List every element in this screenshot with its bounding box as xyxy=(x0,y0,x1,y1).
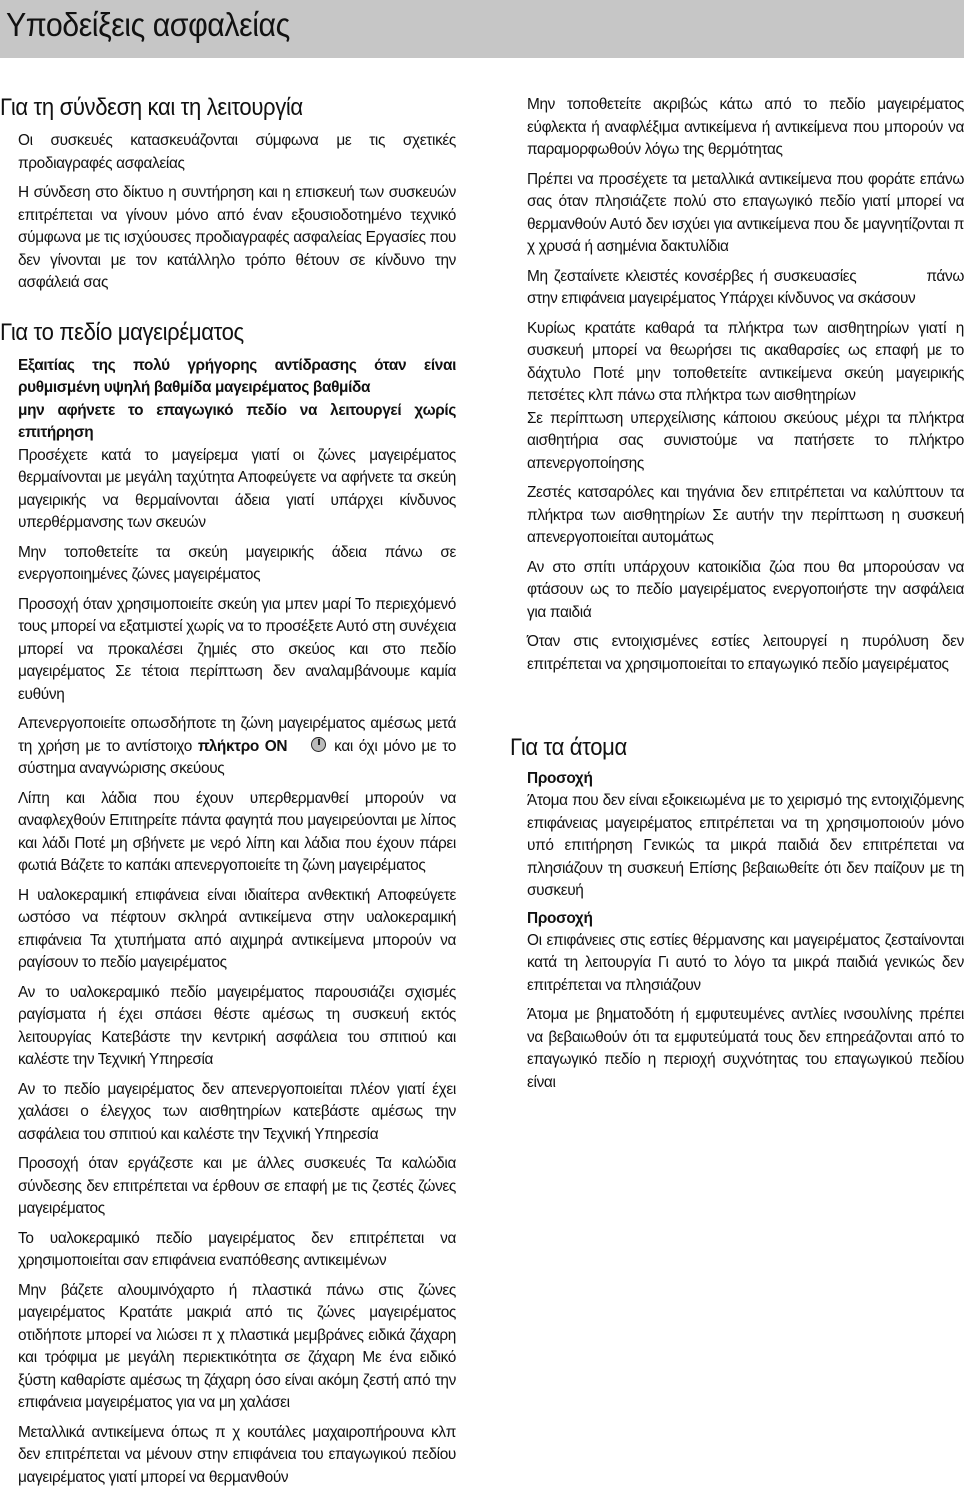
paragraph-text: πάνω στην επιφάνεια μαγειρέματος Υπάρχει κίνδυνος να σκάσουν xyxy=(527,267,964,307)
paragraph: Μεταλλικά αντικείμενα όπως π χ κουτάλες μαχαιροπήρουνα κλπ δεν επιτρέπεται να μένουν στην επιφάνεια του επαγωγικού πεδίου μαγειρέματος γιατί μπορεί να θερμανθούν xyxy=(18,1423,456,1486)
paragraph: Σε περίπτωση υπερχείλισης κάποιου σκεύους μέχρι τα πλήκτρα αισθητήρια σας συνιστούμε να πατήσετε το πλήκτρο απενεργοποίησης xyxy=(527,409,964,472)
paragraph: Άτομα που δεν είναι εξοικειωμένα με το χειρισμό της εντοιχιζόμενης επιφάνειας μαγειρέματος επιτρέπεται να τη χρησιμοποιούν μόνο υπό επιτήρηση Γενικώς τα μικρά παιδιά δεν επιτρέπεται να πλησιάζουν τη συσκευή Επίσης βεβαιωθείτε ότι δεν παίζουν με τη συσκευή xyxy=(527,792,964,899)
paragraph: Προσοχή όταν χρησιμοποιείτε σκεύη για μπεν μαρί Το περιεχόμενό τους μπορεί να εξατμιστεί χωρίς να το προσέξετε Αυτό στη συνέχεια μπορεί να προκαλέσει ζημιές στο σκεύος και στο πεδίο μαγειρέματος Σε τέτοια περίπτωση δεν αναλαμβάνουμε καμία ευθύνη xyxy=(18,595,456,703)
paragraph: Αν το πεδίο μαγειρέματος δεν απενεργοποιείται πλέον γιατί έχει χαλάσει ο έλεγχος των αισθητηρίων κατεβάστε αμέσως την ασφάλεια του σπιτιού και καλέστε την Τεχνική Υπηρεσία xyxy=(18,1080,456,1143)
paragraph: Προσοχή όταν εργάζεστε και με άλλες συσκευές Τα καλώδια σύνδεσης δεν επιτρέπεται να έρθουν σε επαφή με τις ζεστές ζώνες μαγειρέματος xyxy=(18,1155,456,1217)
paragraph-cans xyxy=(527,266,964,311)
paragraph: Μην τοποθετείτε ακριβώς κάτω από το πεδίο μαγειρέματος εύφλεκτα ή αναφλέξιμα αντικείμενα ή αντικείμενα που μπορούν να παραμορφωθούν λόγω της θερμότητας xyxy=(527,96,964,158)
paragraph: Κυρίως κρατάτε καθαρά τα πλήκτρα των αισθητηρίων γιατί η συσκευή μπορεί να θεωρήσει τις ακαθαρσίες ως επαφή με το δάχτυλο Ποτέ μην τοποθετείτε αντικείμενα σκεύη μαγειρικής πετσέτες κλπ πάνω στα πλήκτρα των αισθητηρίων xyxy=(527,319,964,404)
section-heading-persons: Για τα άτομα xyxy=(510,734,627,761)
paragraph: Όταν στις εντοιχισμένες εστίες λειτουργεί η πυρόλυση δεν επιτρέπεται να χρησιμοποιείται το επαγωγικό πεδίο μαγειρέματος xyxy=(527,633,964,673)
paragraph: Μην τοποθετείτε τα σκεύη μαγειρικής άδεια πάνω σε ενεργοποιημένες ζώνες μαγειρέματος xyxy=(18,543,456,583)
paragraph: Πρέπει να προσέχετε τα μεταλλικά αντικείμενα που φοράτε επάνω σας όταν πλησιάζετε πολύ στο επαγωγικό πεδίο γιατί μπορεί να θερμανθούν Αυτό δεν ισχύει για αντικείμενα που δε μαγνητίζονται π χ χρυσά ή ασημένια δακτυλίδια xyxy=(527,170,964,255)
power-icon xyxy=(311,737,326,752)
paragraph: Η σύνδεση στο δίκτυο η συντήρηση και η επισκευή των συσκευών επιτρέπεται να γίνουν μόνο από έναν εξουσιοδοτημένο τεχνικό σύμφωνα με τις ισχύουσες προδιαγραφές ασφαλείας Εργασίες που δεν γίνονται με τον κατάλληλο τρόπο θέτουν σε κίνδυνο την ασφάλειά σας xyxy=(18,184,456,291)
paragraph: Οι επιφάνειες στις εστίες θέρμανσης και μαγειρέματος ζεσταίνονται κατά τη λειτουργία Γι αυτό το λόγο τα μικρά παιδιά γενικώς δεν επιτρέπεται να πλησιάζουν xyxy=(527,931,964,994)
section-heading-cooktop: Για το πεδίο μαγειρέματος xyxy=(0,318,244,346)
warning-bold: Εξαιτίας της πολύ γρήγορης αντίδρασης όταν είναι ρυθμισμένη υψηλή βαθμίδα μαγειρέματος βαθμίδα xyxy=(18,356,456,396)
caution-label: Προσοχή xyxy=(527,909,593,927)
paragraph: Η υαλοκεραμική επιφάνεια είναι ιδιαίτερα ανθεκτική Αποφεύγετε ωστόσο να πέφτουν σκληρά αντικείμενα στην υαλοκεραμική επιφάνεια Τα χτυπήματα από αιχμηρά αντικείμενα μπορούν να ραγίσουν το πεδίο μαγειρέματος xyxy=(18,886,456,971)
caution-label: Προσοχή xyxy=(527,770,593,787)
paragraph-text: Μη ζεσταίνετε κλειστές κονσέρβες ή συσκευασίες xyxy=(527,267,857,285)
paragraph: Αν το υαλοκεραμικό πεδίο μαγειρέματος παρουσιάζει σχισμές ραγίσματα ή έχει σπάσει θέστε αμέσως τη συσκευή εκτός λειτουργίας Κατεβάστε την κεντρική ασφάλεια του σπιτιού και καλέστε την Τεχνική Υπηρεσία xyxy=(18,983,456,1068)
page-title: Υποδείξεις ασφαλείας xyxy=(6,6,290,43)
paragraph: Το υαλοκεραμικό πεδίο μαγειρέματος δεν επιτρέπεται να χρησιμοποιείται σαν επιφάνεια εναπόθεσης αντικειμένων xyxy=(18,1229,456,1269)
right-column xyxy=(510,94,964,1101)
left-column xyxy=(0,94,456,1496)
paragraph: Ζεστές κατσαρόλες και τηγάνια δεν επιτρέπεται να καλύπτουν τα πλήκτρα των αισθητηρίων Σε αυτήν την περίπτωση η συσκευή απενεργοποιείται αυτομάτως xyxy=(527,484,964,546)
paragraph-text: και όχι μόνο με το σύστημα αναγνώρισης σκεύους xyxy=(18,737,456,777)
paragraph: Λίπη και λάδια που έχουν υπερθερμανθεί μπορούν να αναφλεχθούν Επιτηρείτε πάντα φαγητά που μαγειρεύονται με λίπος και λάδι Ποτέ μη σβήνετε με νερό λίπη και λάδια που έχουν πάρει φωτιά Βάζετε το καπάκι απενεργοποιείτε τη ζώνη μαγειρέματος xyxy=(18,789,456,874)
paragraph-power-key xyxy=(18,713,456,781)
paragraph: Οι συσκευές κατασκευάζονται σύμφωνα με τις σχετικές προδιαγραφές ασφαλείας xyxy=(18,132,456,172)
paragraph: Αν στο σπίτι υπάρχουν κατοικίδια ζώα που θα μπορούσαν να φτάσουν ως το πεδίο μαγειρέματος ενεργοποιήστε την ασφάλεια για παιδιά xyxy=(527,558,964,621)
section-heading-connection: Για τη σύνδεση και τη λειτουργία xyxy=(0,94,303,121)
on-key-label: πλήκτρο ON xyxy=(197,737,288,755)
paragraph: Μην βάζετε αλουμινόχαρτο ή πλαστικά πάνω στις ζώνες μαγειρέματος Κρατάτε μακριά από τις ζώνες μαγειρέματος οτιδήποτε μπορεί να λιώσει π χ πλαστικά μεμβράνες ειδικά ζάχαρη και τρόφιμα με μεγάλη περιεκτικότητα σε ζάχαρη Με ένα ειδικό ξύστη καθαρίστε αμέσως τη ζάχαρη όσο είναι ακόμη ζεστή από την επιφάνεια μαγειρέματος για να μη χαλάσει xyxy=(18,1281,456,1411)
paragraph: Άτομα με βηματοδότη ή εμφυτευμένες αντλίες ινσουλίνης πρέπει να βεβαιωθούν ότι τα εμφυτεύματά τους δεν επηρεάζονται από το επαγωγικό πεδίο η περιοχή συχνότητας του επαγωγικού πεδίου είναι xyxy=(527,1006,964,1091)
paragraph: Προσέχετε κατά το μαγείρεμα γιατί οι ζώνες μαγειρέματος θερμαίνονται με μεγάλη ταχύτητα Αποφεύγετε να αφήνετε τα σκεύη μαγειρικής να θερμαίνονται άδεια γιατί υπάρχει κίνδυνος υπερθέρμανσης των σκευών xyxy=(18,446,456,531)
warning-bold: μην αφήνετε το επαγωγικό πεδίο να λειτουργεί χωρίς επιτήρηση xyxy=(18,401,456,441)
paragraph-text: Απενεργοποιείτε οπωσδήποτε τη ζώνη μαγειρέματος αμέσως μετά τη χρήση με το αντίστοιχο xyxy=(18,715,456,755)
page-header xyxy=(0,0,964,58)
